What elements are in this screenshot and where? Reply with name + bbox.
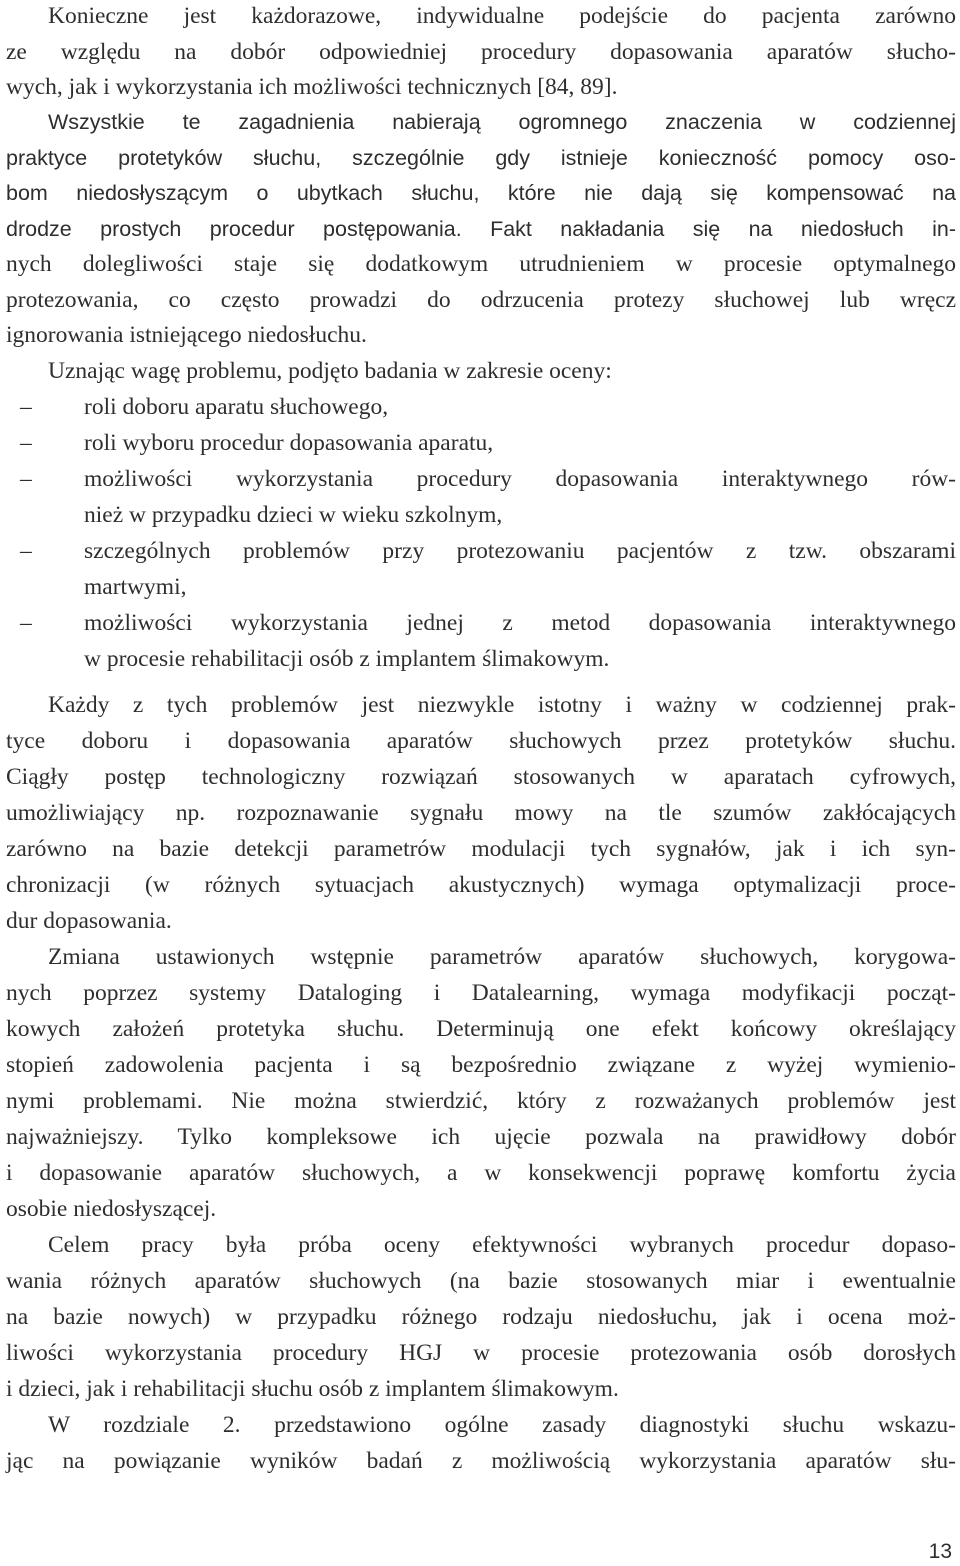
text-line: praktyce protetyków słuchu, szczególnie gdy istnieje konieczność pomocy oso- (6, 146, 956, 170)
text-line: liwości wykorzystania procedury HGJ w procesie protezowania osób dorosłych (6, 1340, 956, 1366)
text-line: Celem pracy była próba oceny efektywności wybranych procedur dopaso- (48, 1232, 956, 1258)
text-line: ignorowania istniejącego niedosłuchu. (6, 322, 367, 348)
text-line: Konieczne jest każdorazowe, indywidualne podejście do pacjenta zarówno (48, 3, 956, 29)
text-line: wania różnych aparatów słuchowych (na bazie stosowanych miar i ewentualnie (6, 1268, 956, 1294)
text-line: zarówno na bazie detekcji parametrów modulacji tych sygnałów, jak i ich syn- (6, 836, 956, 862)
text-line: Ciągły postęp technologiczny rozwiązań stosowanych w aparatach cyfrowych, (6, 764, 956, 790)
list-dash: – (20, 430, 32, 456)
list-dash: – (20, 466, 32, 492)
text-line: Każdy z tych problemów jest niezwykle istotny i ważny w codziennej prak- (48, 692, 956, 718)
text-line: nymi problemami. Nie można stwierdzić, który z rozważanych problemów jest (6, 1088, 956, 1114)
list-item: możliwości wykorzystania jednej z metod dopasowania interaktywnego (84, 610, 956, 636)
text-line: i dzieci, jak i rehabilitacji słuchu osób z implantem ślimakowym. (6, 1376, 619, 1402)
list-item: szczególnych problemów przy protezowaniu pacjentów z tzw. obszarami (84, 538, 956, 564)
page-number: 13 (928, 1540, 952, 1563)
text-line: umożliwiający np. rozpoznawanie sygnału mowy na tle szumów zakłócających (6, 800, 956, 826)
text-line: osobie niedosłyszącej. (6, 1196, 217, 1222)
text-line: wych, jak i wykorzystania ich możliwości technicznych [84, 89]. (6, 74, 618, 100)
list-item: nież w przypadku dzieci w wieku szkolnym, (84, 502, 503, 528)
text-line: dur dopasowania. (6, 908, 172, 934)
text-line: tyce doboru i dopasowania aparatów słuchowych przez protetyków słuchu. (6, 728, 956, 754)
text-line: na bazie nowych) w przypadku różnego rodzaju niedosłuchu, jak i ocena moż- (6, 1304, 956, 1330)
text-line: ze względu na dobór odpowiedniej procedury dopasowania aparatów słucho- (6, 39, 956, 65)
list-dash: – (20, 394, 32, 420)
text-line: protezowania, co często prowadzi do odrzucenia protezy słuchowej lub wręcz (6, 287, 956, 313)
text-line: nych poprzez systemy Dataloging i Datalearning, wymaga modyfikacji począt- (6, 980, 956, 1006)
list-item: w procesie rehabilitacji osób z implantem ślimakowym. (84, 646, 610, 672)
text-line: stopień zadowolenia pacjenta i są bezpośrednio związane z wyżej wymienio- (6, 1052, 956, 1078)
list-dash: – (20, 610, 32, 636)
text-line: drodze prostych procedur postępowania. Fakt nakładania się na niedosłuch in- (6, 217, 956, 241)
text-line: W rozdziale 2. przedstawiono ogólne zasady diagnostyki słuchu wskazu- (48, 1412, 956, 1438)
list-item: roli doboru aparatu słuchowego, (84, 394, 389, 420)
text-line: i dopasowanie aparatów słuchowych, a w konsekwencji poprawę komfortu życia (6, 1160, 956, 1186)
list-item: roli wyboru procedur dopasowania aparatu, (84, 430, 494, 456)
text-line: bom niedosłyszącym o ubytkach słuchu, które nie dają się kompensować na (6, 181, 956, 205)
text-line: najważniejszy. Tylko kompleksowe ich ujęcie pozwala na prawidłowy dobór (6, 1124, 956, 1150)
text-line: jąc na powiązanie wyników badań z możliwością wykorzystania aparatów słu- (6, 1448, 956, 1474)
text-line: Uznając wagę problemu, podjęto badania w zakresie oceny: (48, 358, 612, 384)
list-item: martwymi, (84, 574, 187, 600)
text-line: Zmiana ustawionych wstępnie parametrów aparatów słuchowych, korygowa- (48, 944, 956, 970)
text-line: Wszystkie te zagadnienia nabierają ogromnego znaczenia w codziennej (48, 110, 956, 134)
list-dash: – (20, 538, 32, 564)
text-line: chronizacji (w różnych sytuacjach akustycznych) wymaga optymalizacji proce- (6, 872, 956, 898)
text-line: kowych założeń protetyka słuchu. Determinują one efekt końcowy określający (6, 1016, 956, 1042)
text-line: nych dolegliwości staje się dodatkowym utrudnieniem w procesie optymalnego (6, 251, 956, 277)
list-item: możliwości wykorzystania procedury dopasowania interaktywnego rów- (84, 466, 956, 492)
